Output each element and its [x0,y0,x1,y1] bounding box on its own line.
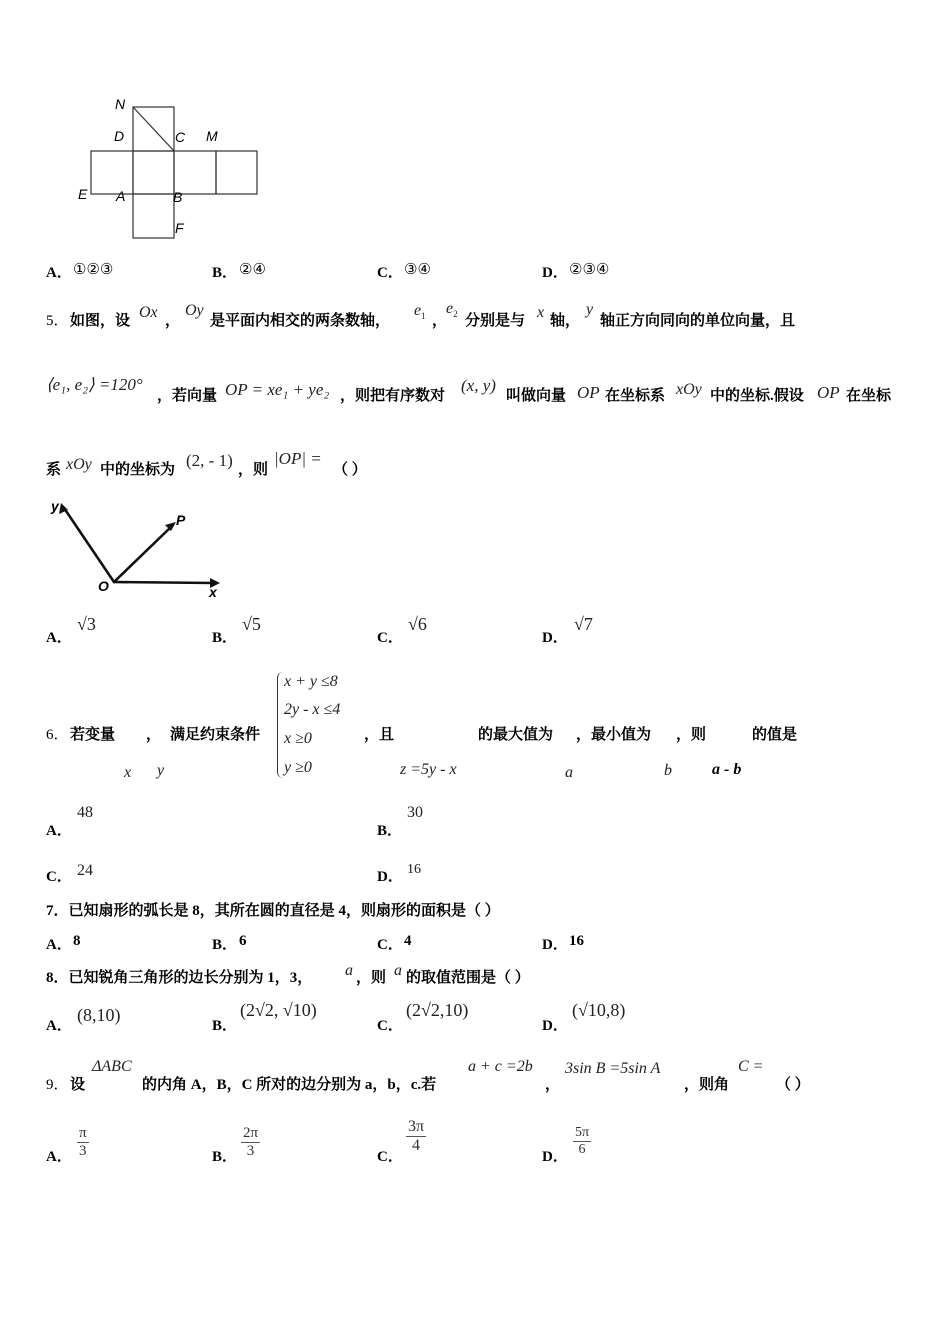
q4-option-a-label: A． [46,265,72,281]
q5-text-2: 是平面内相交的两条数轴， [210,313,391,329]
net-label-f: F [175,220,184,236]
q5-option-a-label: A． [46,630,72,646]
q5-coord: (2, - 1) [186,451,233,470]
axes-label-x: x [209,584,217,600]
q8-option-b-label: B． [212,1018,238,1034]
q6-number: 6． [46,727,69,743]
q7-option-a-label: A． [46,937,72,953]
q5-text-13: 中的坐标为 [100,462,176,478]
q7-option-c-text: 4 [404,933,412,949]
q8-option-c-text: (2√2,10) [406,1000,469,1020]
q5-op-expr: OP = xe₁ + ye₂ [225,380,330,399]
q7-text: 7．已知扇形的弧长是 8，其所在圆的直径是 4，则扇形的面积是（ ） [46,903,500,919]
q7-option-d-label: D． [542,937,568,953]
q9-text-1: 设 [70,1077,86,1093]
q6-option-c-text: 24 [77,862,93,879]
q8-text-1: 8．已知锐角三角形的边长分别为 1，3， [46,970,313,986]
q8-option-c-label: C． [377,1018,403,1034]
q6-a: a [565,764,573,781]
q6-text-6: ，则 [676,727,707,743]
q6-comma: ， [146,727,162,743]
q8-a-2: a [394,962,402,979]
cube-net-figure [70,95,270,245]
q6-y: y [157,762,165,779]
q6-constraint-2: 2y - x ≤4 [284,701,341,718]
q6-text-2: 满足约束条件 [170,727,261,743]
net-label-n: N [115,96,126,112]
q9-option-d-fraction: $\frac{5\pi}{6}$ [575,1125,590,1157]
q6-constraint-brace [277,672,284,778]
q4-option-c-text: ③④ [404,260,431,278]
q9-eq-1: a + c =2b [468,1058,533,1075]
q6-text-4: 的最大值为 [478,727,554,743]
q5-abs-expr: |OP| = [274,449,322,468]
oblique-axes-figure [44,498,234,604]
q5-pair: (x, y) [461,376,496,395]
q5-text-12: 系 [46,462,62,478]
q6-a-minus-b: a - b [712,761,742,778]
q5-option-c-text: √6 [408,614,427,634]
q7-option-d-text: 16 [569,933,584,949]
q6-option-c-label: C． [46,869,72,885]
q6-text-3: ，且 [364,727,395,743]
q9-option-a-fraction: $\frac{\pi}{3}$ [79,1125,87,1159]
q5-text-15: （ ） [333,462,367,478]
q8-option-b-text: (2√2, √10) [240,1000,317,1020]
q5-xoy-2: xOy [66,456,92,473]
q5-text-1: 如图，设 [70,313,131,329]
q5-op-2: OP [817,383,840,402]
q5-text-4: 轴， [550,313,581,329]
q4-option-b-label: B． [212,265,238,281]
q9-c: C = [738,1058,764,1075]
q5-op-1: OP [577,383,600,402]
q5-angle-expr: ⟨e₁, e₂⟩ =120° [46,375,143,394]
q5-text-3: 分别是与 [465,313,526,329]
q8-a-1: a [345,962,353,979]
q5-number: 5． [46,313,69,329]
q5-option-d-label: D． [542,630,568,646]
q5-text-8: 叫做向量 [506,388,567,404]
axes-label-o: O [98,578,109,594]
q9-triangle: ΔABC [92,1058,132,1075]
q6-option-b-label: B． [377,823,403,839]
q9-eq-2: 3sin B =5sin A [565,1060,661,1077]
q8-text-3: 的取值范围是（ ） [406,970,530,986]
q9-option-b-label: B． [212,1149,238,1165]
q8-option-a-label: A． [46,1018,72,1034]
net-label-e: E [78,186,88,202]
q6-constraint-4: y ≥0 [284,759,312,776]
q6-constraint-3: x ≥0 [284,730,312,747]
q8-text-2: ，则 [356,970,387,986]
q5-xoy-1: xOy [676,381,702,398]
q9-option-a-label: A． [46,1149,72,1165]
net-label-c: C [175,129,186,145]
q6-option-b-text: 30 [407,804,423,821]
q6-text-7: 的值是 [752,727,798,743]
q5-text-6: ，若向量 [157,388,218,404]
q9-option-c-label: C． [377,1149,403,1165]
net-label-m: M [206,128,218,144]
q5-y: y [586,301,594,318]
q5-text-5: 轴正方向同向的单位向量，且 [600,313,796,329]
q6-z-expr: z =5y - x [400,761,457,778]
net-label-b: B [173,189,183,205]
q4-option-d-text: ②③④ [569,260,610,278]
q7-option-b-label: B． [212,937,238,953]
q5-ox: Ox [139,304,158,321]
q5-e2: $e_2$ [446,300,458,320]
q7-option-a-text: 8 [73,933,81,949]
q6-b: b [664,762,672,779]
q5-x: x [537,304,545,321]
q9-text-4: （ ） [776,1077,810,1093]
q5-comma-2: ， [432,313,448,329]
q9-comma: ， [545,1077,561,1093]
q9-text-3: ，则角 [684,1077,730,1093]
q6-text-5: ，最小值为 [576,727,652,743]
q4-option-b-text: ②④ [239,260,266,278]
q5-option-b-text: √5 [242,614,261,634]
q9-option-d-label: D． [542,1149,568,1165]
q4-option-d-label: D． [542,265,568,281]
net-label-d: D [114,128,125,144]
q5-text-10: 中的坐标.假设 [710,388,804,404]
q5-text-14: ，则 [238,462,269,478]
axes-label-y: y [51,498,59,514]
q8-option-a-text: (8,10) [77,1005,121,1025]
q5-comma-1: ， [165,313,181,329]
q6-x: x [124,764,132,781]
q4-option-c-label: C． [377,265,403,281]
q5-e1: $e_1$ [414,302,426,322]
net-label-a: A [116,188,126,204]
q6-option-d-label: D． [377,869,403,885]
q6-constraint-1: x + y ≤8 [284,673,338,690]
axes-label-p: P [176,512,186,528]
q6-option-a-text: 48 [77,804,93,821]
q5-text-11: 在坐标 [846,388,892,404]
q8-option-d-label: D． [542,1018,568,1034]
q5-option-b-label: B． [212,630,238,646]
q5-option-c-label: C． [377,630,403,646]
q5-text-7: ，则把有序数对 [340,388,446,404]
q5-text-9: 在坐标系 [605,388,666,404]
q9-option-c-fraction: $\frac{3\pi}{4}$ [408,1118,425,1154]
q6-option-a-label: A． [46,823,72,839]
q5-oy: Oy [185,302,204,319]
q7-option-b-text: 6 [239,933,247,949]
q7-option-c-label: C． [377,937,403,953]
q6-option-d-text: 16 [407,862,421,877]
q8-option-d-text: (√10,8) [572,1000,626,1020]
q6-text-1: 若变量 [70,727,116,743]
q9-option-b-fraction: $\frac{2\pi}{3}$ [243,1125,259,1159]
q5-option-a-text: √3 [77,614,96,634]
q9-number: 9． [46,1077,69,1093]
q4-option-a-text: ①②③ [73,260,114,278]
q9-text-2: 的内角 A，B，C 所对的边分别为 a，b，c.若 [142,1077,437,1093]
q5-option-d-text: √7 [574,614,593,634]
